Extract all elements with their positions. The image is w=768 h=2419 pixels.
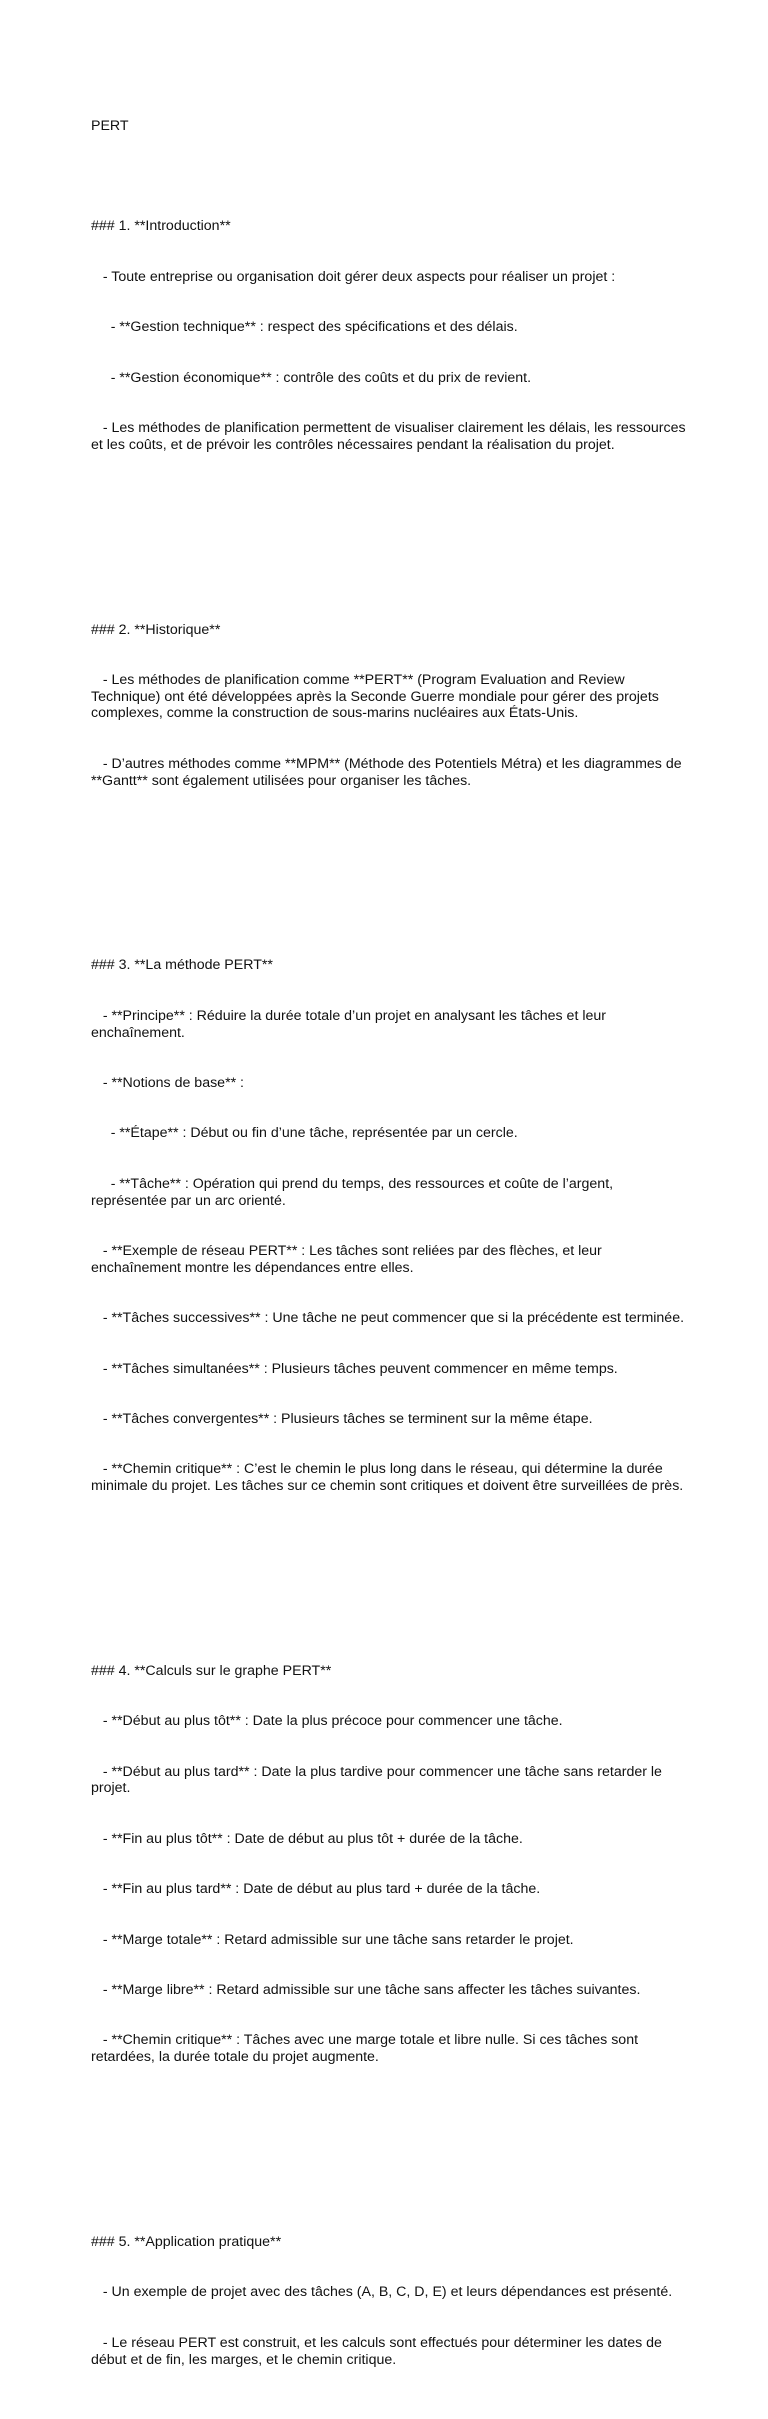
paragraph-line: - **Fin au plus tôt** : Date de début au plus tôt + durée de la tâche. bbox=[91, 1830, 523, 1847]
section-heading: ### 4. **Calculs sur le graphe PERT** bbox=[91, 1662, 332, 1679]
paragraph-line: - **Début au plus tôt** : Date la plus précoce pour commencer une tâche. bbox=[91, 1713, 563, 1730]
paragraph-line: - **Chemin critique** : Tâches avec une marge totale et libre nulle. Si ces tâches sont retardées, la durée totale du projet augmente. bbox=[91, 2032, 642, 2066]
paragraph-line: - Le réseau PERT est construit, et les calculs sont effectués pour déterminer les dates de début et de fin, les marges, et le chemin critique. bbox=[91, 2334, 666, 2368]
paragraph-line: - Les méthodes de planification comme **PERT** (Program Evaluation and Review Technique) ont été développées après la Seconde Guerre mondiale pour gérer des projets complexes, comme la construction de sous-marins nucléaires aux États-Unis. bbox=[91, 671, 663, 722]
paragraph-line: - **Gestion économique** : contrôle des coûts et du prix de revient. bbox=[91, 369, 532, 386]
section-methode-pert bbox=[91, 924, 689, 1529]
paragraph-line: - **Tâches convergentes** : Plusieurs tâches se terminent sur la même étape. bbox=[91, 1410, 593, 1427]
paragraph-line: - **Tâches successives** : Une tâche ne peut commencer que si la précédente est terminée. bbox=[91, 1310, 685, 1327]
paragraph-line: - **Tâches simultanées** : Plusieurs tâches peuvent commencer en même temps. bbox=[91, 1360, 618, 1377]
paragraph-line: - Les méthodes de planification permettent de visualiser clairement les délais, les ressources et les coûts, et de prévoir les contrôles nécessaires pendant la réalisation du projet. bbox=[91, 419, 690, 453]
paragraph-line: - **Chemin critique** : C’est le chemin le plus long dans le réseau, qui détermine la durée minimale du projet. Les tâches sur ce chemin sont critiques et doivent être surveillées de près. bbox=[91, 1461, 684, 1495]
paragraph-line: - **Tâche** : Opération qui prend du temps, des ressources et coûte de l’argent, représentée par un arc orienté. bbox=[91, 1175, 618, 1209]
document-title: PERT bbox=[91, 117, 129, 134]
blank-line bbox=[91, 2133, 689, 2150]
section-heading: ### 2. **Historique** bbox=[91, 621, 221, 638]
section-calculs bbox=[91, 1629, 689, 2099]
blank-line bbox=[91, 857, 689, 874]
paragraph-line: - **Principe** : Réduire la durée totale d’un projet en analysant les tâches et leur enchaînement. bbox=[91, 1007, 610, 1041]
paragraph-line: - Un exemple de projet avec des tâches (A, B, C, D, E) et leurs dépendances est présenté. bbox=[91, 2284, 673, 2301]
section-heading: ### 5. **Application pratique** bbox=[91, 2234, 282, 2250]
paragraph-line: - D’autres méthodes comme **MPM** (Méthode des Potentiels Métra) et les diagrammes de **Gantt** sont également utilisées pour organiser les tâches. bbox=[91, 755, 686, 789]
document-body bbox=[91, 84, 689, 2419]
paragraph-line: - **Notions de base** : bbox=[91, 1075, 244, 1092]
paragraph-line: - Toute entreprise ou organisation doit gérer deux aspects pour réaliser un projet : bbox=[91, 268, 616, 285]
paragraph-line: - **Début au plus tard** : Date la plus tardive pour commencer une tâche sans retarder le projet. bbox=[91, 1763, 666, 1797]
blank-line bbox=[91, 521, 689, 538]
paragraph-line: - **Marge libre** : Retard admissible sur une tâche sans affecter les tâches suivantes. bbox=[91, 1982, 641, 1999]
section-heading: ### 1. **Introduction** bbox=[91, 218, 231, 235]
paragraph-line: - **Fin au plus tard** : Date de début au plus tard + durée de la tâche. bbox=[91, 1881, 541, 1898]
section-historique bbox=[91, 588, 689, 823]
paragraph-line: - **Marge totale** : Retard admissible sur une tâche sans retarder le projet. bbox=[91, 1931, 574, 1948]
paragraph-line: - **Gestion technique** : respect des spécifications et des délais. bbox=[91, 319, 518, 336]
section-application bbox=[91, 2200, 689, 2402]
paragraph-line: - **Étape** : Début ou fin d’une tâche, représentée par un cercle. bbox=[91, 1125, 518, 1142]
section-heading: ### 3. **La méthode PERT** bbox=[91, 957, 273, 974]
blank-line bbox=[91, 1562, 689, 1579]
paragraph-line: - **Exemple de réseau PERT** : Les tâches sont reliées par des flèches, et leur enchaînement montre les dépendances entre elles. bbox=[91, 1242, 606, 1276]
section-introduction bbox=[91, 185, 689, 487]
